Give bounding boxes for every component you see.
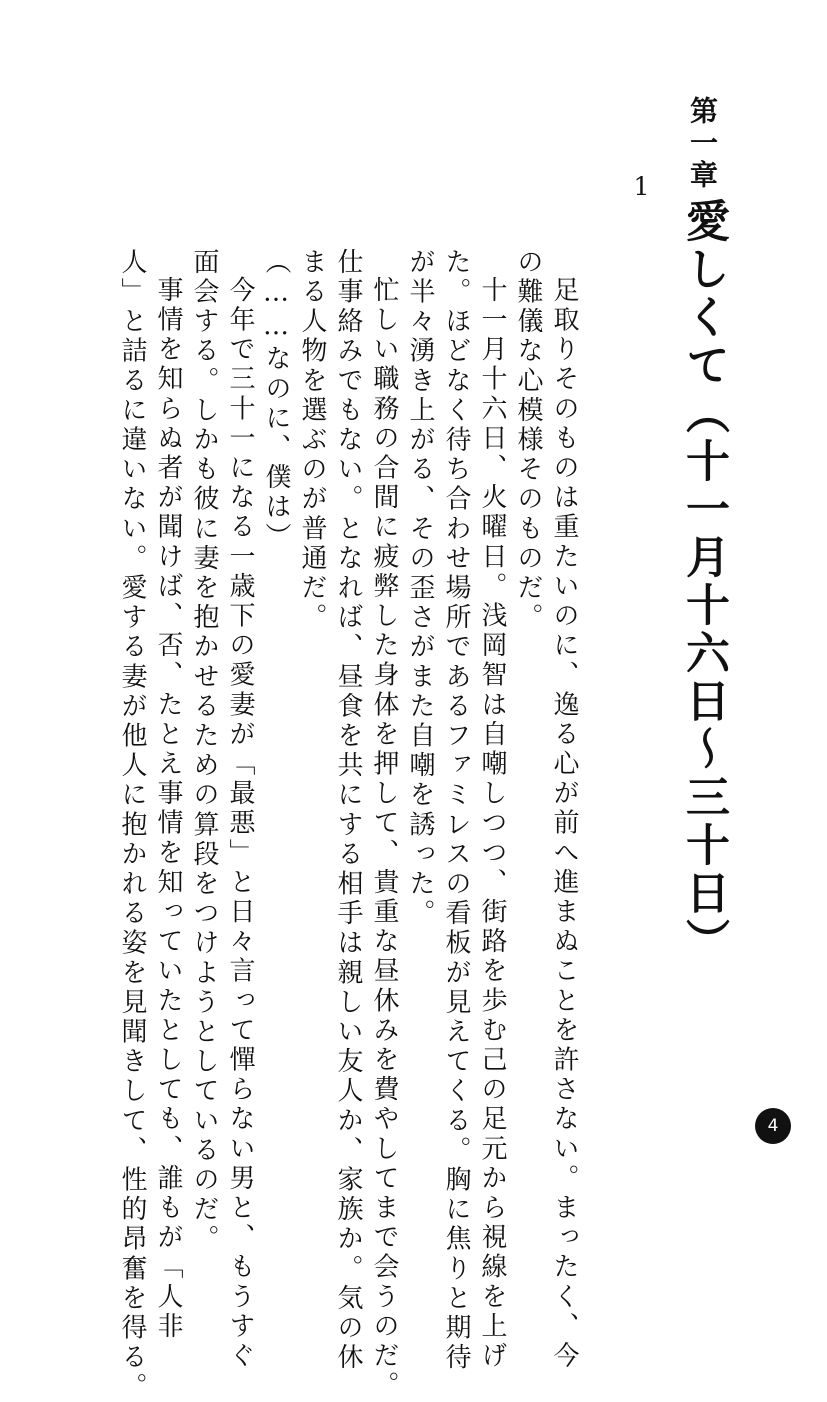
page-number-badge — [755, 1108, 791, 1144]
body-line: の難儀な心模様そのものだ。 — [513, 248, 543, 633]
body-line: が半々湧き上がる、その歪さがまた自嘲を誘った。 — [405, 248, 435, 929]
body-line: た。ほどなく待ち合わせ場所であるファミレスの看板が見えてくる。胸に焦りと期待 — [441, 248, 471, 1373]
body-line: （……なのに、僕は） — [261, 248, 291, 552]
body-line: 今年で三十一になる一歳下の愛妻が「最悪」と日々言って憚らない男と、もうすぐ — [225, 276, 255, 1372]
page-number: 4 — [767, 1116, 779, 1136]
body-line: 事情を知らぬ者が聞けば、否、たとえ事情を知っていたとしても、誰もが「人非 — [153, 276, 183, 1342]
body-line: 十一月十六日、火曜日。浅岡智は自嘲しつつ、街路を歩む己の足元から視線を上げ — [477, 276, 507, 1372]
chapter-title: 愛しくて（十一月十六日〜三十日） — [678, 198, 729, 966]
body-line: 面会する。しかも彼に妻を抱かせるための算段をつけようとしているのだ。 — [189, 248, 219, 1255]
body-line: 忙しい職務の合間に疲弊した身体を押して、貴重な昼休みを費やしてまで会うのだ。 — [369, 276, 399, 1401]
body-line: 足取りそのものは重たいのに、逸る心が前へ進まぬことを許さない。まったく、今 — [549, 276, 579, 1372]
body-line: 仕事絡みでもない。となれば、昼食を共にする相手は親しい友人か、家族か。気の休 — [333, 248, 363, 1373]
chapter-label: 第一章 — [686, 96, 719, 192]
body-line: まる人物を選ぶのが普通だ。 — [297, 248, 327, 633]
body-line: 人」と詰るに違いない。愛する妻が他人に抱かれる姿を見聞きして、性的昂奮を得る。 — [117, 248, 147, 1402]
section-number: 1 — [627, 172, 656, 201]
